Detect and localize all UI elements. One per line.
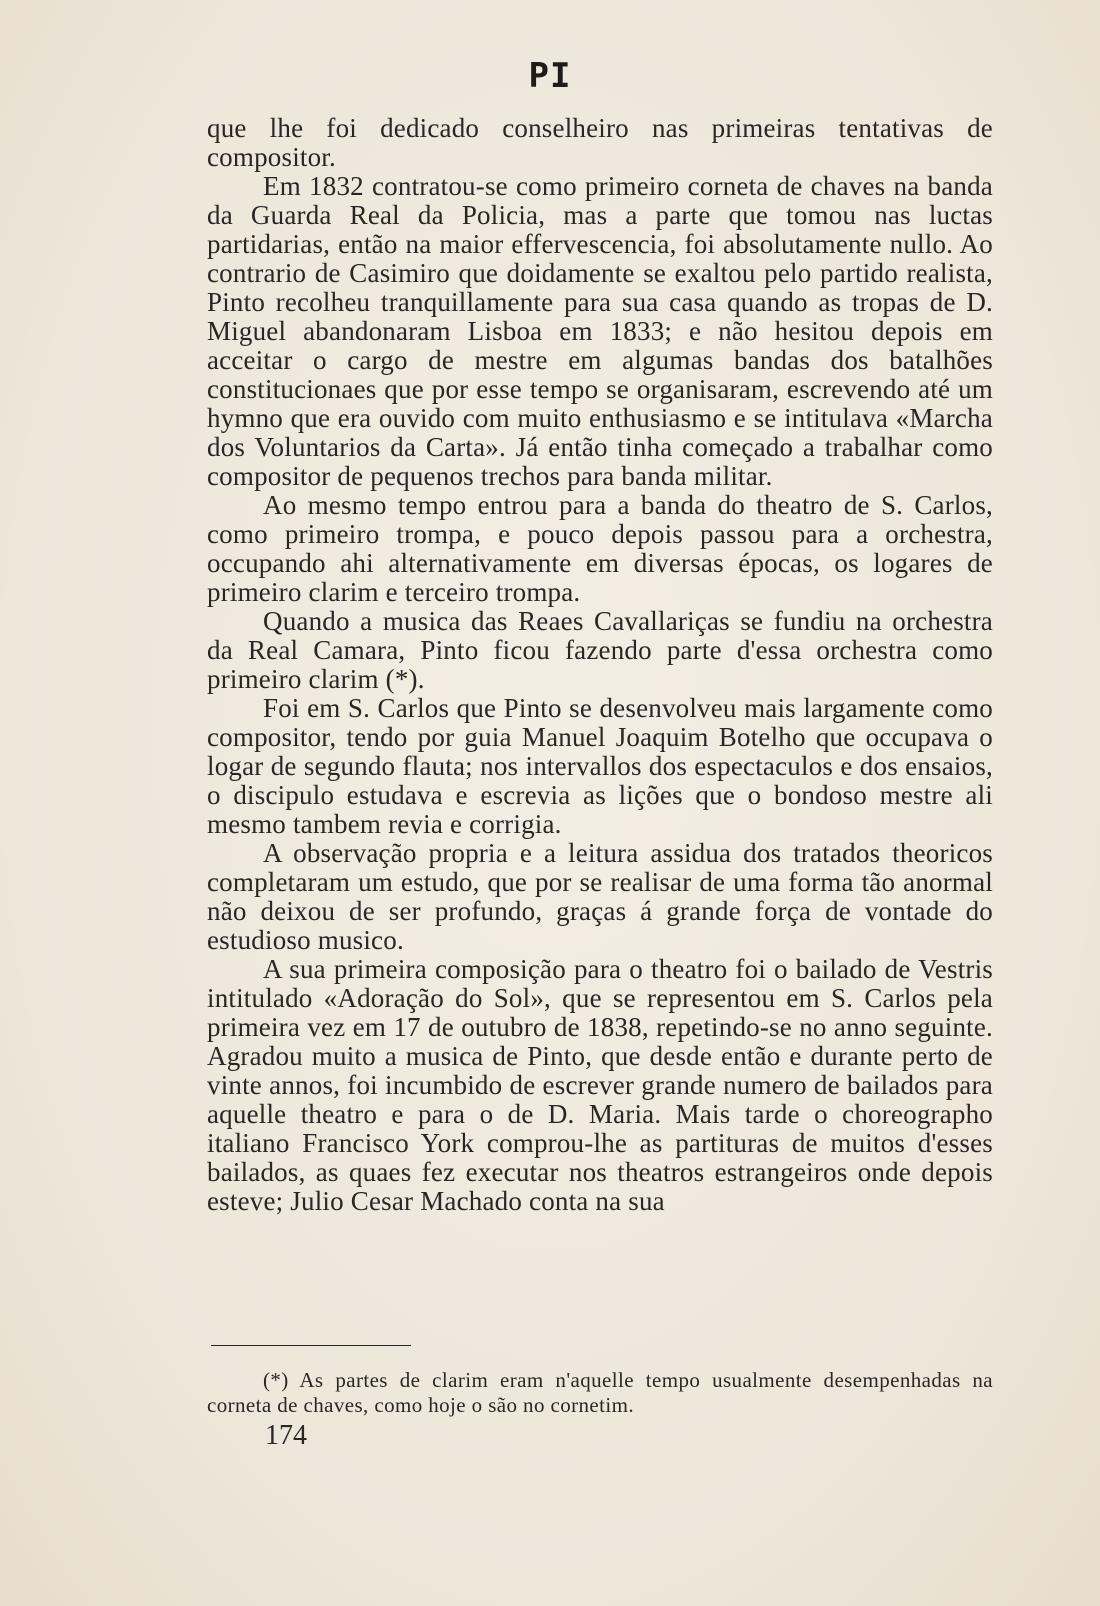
paragraph-1: que lhe foi dedicado conselheiro nas primeiras tentativas de compositor. [207,113,993,172]
paragraph-3: Ao mesmo tempo entrou para a banda do theatro de S. Carlos, como primeiro trompa, e pouco depois passou para a orchestra, occupando ahi alternativamente em diversas épocas, os logares de primeiro clarim e terceiro trompa. [207,490,993,607]
footnote-rule [211,1345,411,1346]
page-number: 174 [265,1420,307,1451]
footnote: (*) As partes de clarim eram n'aquelle tempo usualmente desempenhadas na corneta de chaves, como hoje o são no cornetim. [207,1368,993,1417]
paragraph-7: A sua primeira composição para o theatro foi o bailado de Vestris intitulado «Adoração do Sol», que se representou em S. Carlos pela primeira vez em 17 de outubro de 1838, repetindo-se no anno seguinte. Agradou muito a musica de Pinto, que desde então e durante perto de vinte annos, foi incumbido de escrever grande numero de bailados para aquelle theatro e para o de D. Maria. Mais tarde o choreographo italiano Francisco York comprou-lhe as partituras de muitos d'esses bailados, as quaes fez executar nos theatros estrangeiros onde depois esteve; Julio Cesar Machado conta na sua [207,954,993,1216]
paragraph-4: Quando a musica das Reaes Cavallariças se fundiu na orchestra da Real Camara, Pinto ficou fazendo parte d'essa orchestra como primeiro clarim (*). [207,606,993,694]
paragraph-6: A observação propria e a leitura assidua dos tratados theoricos completaram um estudo, que por se realisar de uma forma tão anormal não deixou de ser profundo, graças á grande força de vontade do estudioso musico. [207,838,993,955]
paragraph-5: Foi em S. Carlos que Pinto se desenvolveu mais largamente como compositor, tendo por guia Manuel Joaquim Botelho que occupava o logar de segundo flauta; nos intervallos dos espectaculos e dos ensaios, o discipulo estudava e escrevia as lições que o bondoso mestre ali mesmo tambem revia e corrigia. [207,693,993,839]
paragraph-2: Em 1832 contratou-se como primeiro corneta de chaves na banda da Guarda Real da Policia, mas a parte que tomou nas luctas partidarias, então na maior effervescencia, foi absolutamente nullo. Ao contrario de Casimiro que doidamente se exaltou pelo partido realista, Pinto recolheu tranquillamente para sua casa quando as tropas de D. Miguel abandonaram Lisboa em 1833; e não hesitou depois em acceitar o cargo de mestre em algumas bandas dos batalhões constitucionaes que por esse tempo se organisaram, escrevendo até um hymno que era ouvido com muito enthusiasmo e se intitulava «Marcha dos Voluntarios da Carta». Já então tinha começado a trabalhar como compositor de pequenos trechos para banda militar. [207,171,993,491]
running-head: PI [528,56,572,96]
body-text [207,114,993,1216]
